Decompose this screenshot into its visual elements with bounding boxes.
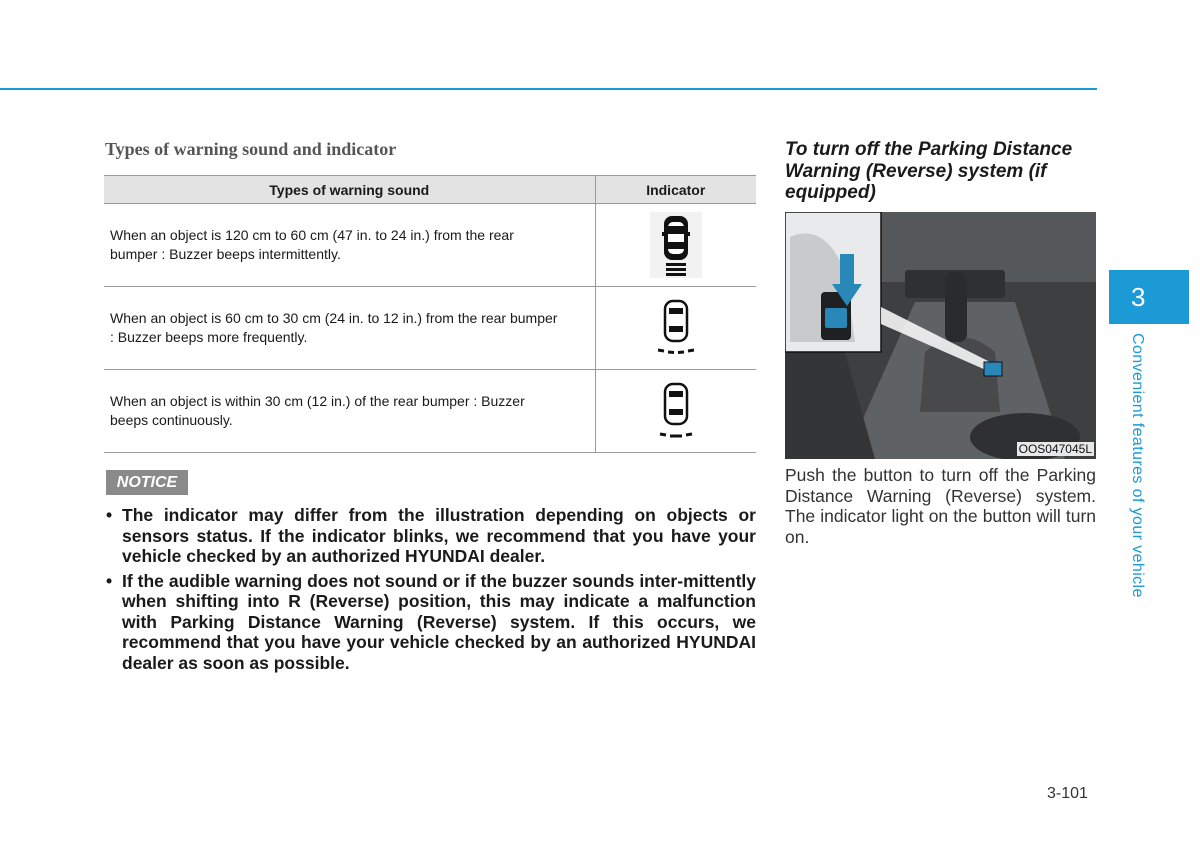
- car-near-indicator-icon: [650, 295, 702, 361]
- right-body-text: Push the button to turn off the Parking Distance Warning (Reverse) system. The indicator light on the button will turn on.: [785, 465, 1096, 547]
- chapter-title: Convenient features of your vehicle: [1129, 333, 1146, 598]
- notice-item: [106, 505, 756, 567]
- car-close-indicator-icon: [650, 378, 702, 444]
- row-description: When an object is 60 cm to 30 cm (24 in. to 12 in.) from the rear bumper : Buzzer beeps more frequently.: [104, 287, 595, 370]
- table-header-sound: Types of warning sound: [104, 176, 595, 204]
- section-heading: Types of warning sound and indicator: [105, 139, 397, 159]
- notice-badge: NOTICE: [106, 470, 188, 495]
- top-rule: [0, 88, 1097, 90]
- notice-item-text: The indicator may differ from the illustration depending on objects or sensors status. If the indicator blinks, we recommend that you have your vehicle checked by an authorized HYUNDAI dealer.: [122, 505, 756, 566]
- notice-item: [106, 571, 756, 674]
- bullet: •: [106, 505, 113, 525]
- notice-list: [106, 505, 756, 677]
- bullet: •: [106, 570, 113, 591]
- row-description: When an object is within 30 cm (12 in.) of the rear bumper : Buzzer beeps continuously.: [104, 370, 595, 453]
- right-heading: To turn off the Parking Distance Warning (Reverse) system (if equipped): [785, 139, 1073, 203]
- photo-code: OOS047045L: [1018, 442, 1092, 456]
- console-photo: [785, 212, 1096, 459]
- table-row: [104, 370, 756, 453]
- table-row: [104, 287, 756, 370]
- page-number: 3-101: [1047, 785, 1088, 802]
- chapter-number-tab: 3: [1109, 270, 1189, 324]
- warning-sound-table: [104, 175, 756, 453]
- car-far-indicator-icon: [650, 212, 702, 278]
- row-description: When an object is 120 cm to 60 cm (47 in. to 24 in.) from the rear bumper : Buzzer beeps intermittently.: [104, 204, 595, 287]
- notice-item-text: If the audible warning does not sound or if the buzzer sounds inter-mittently when shifting into R (Reverse) position, this may indicate a malfunction with Parking Distance Warning (Reverse) system. If this occurs, we recommend that you have your vehicle checked by an authorized HYUNDAI dealer as soon as possible.: [122, 570, 756, 673]
- table-header-indicator: Indicator: [595, 176, 756, 204]
- table-row: [104, 204, 756, 287]
